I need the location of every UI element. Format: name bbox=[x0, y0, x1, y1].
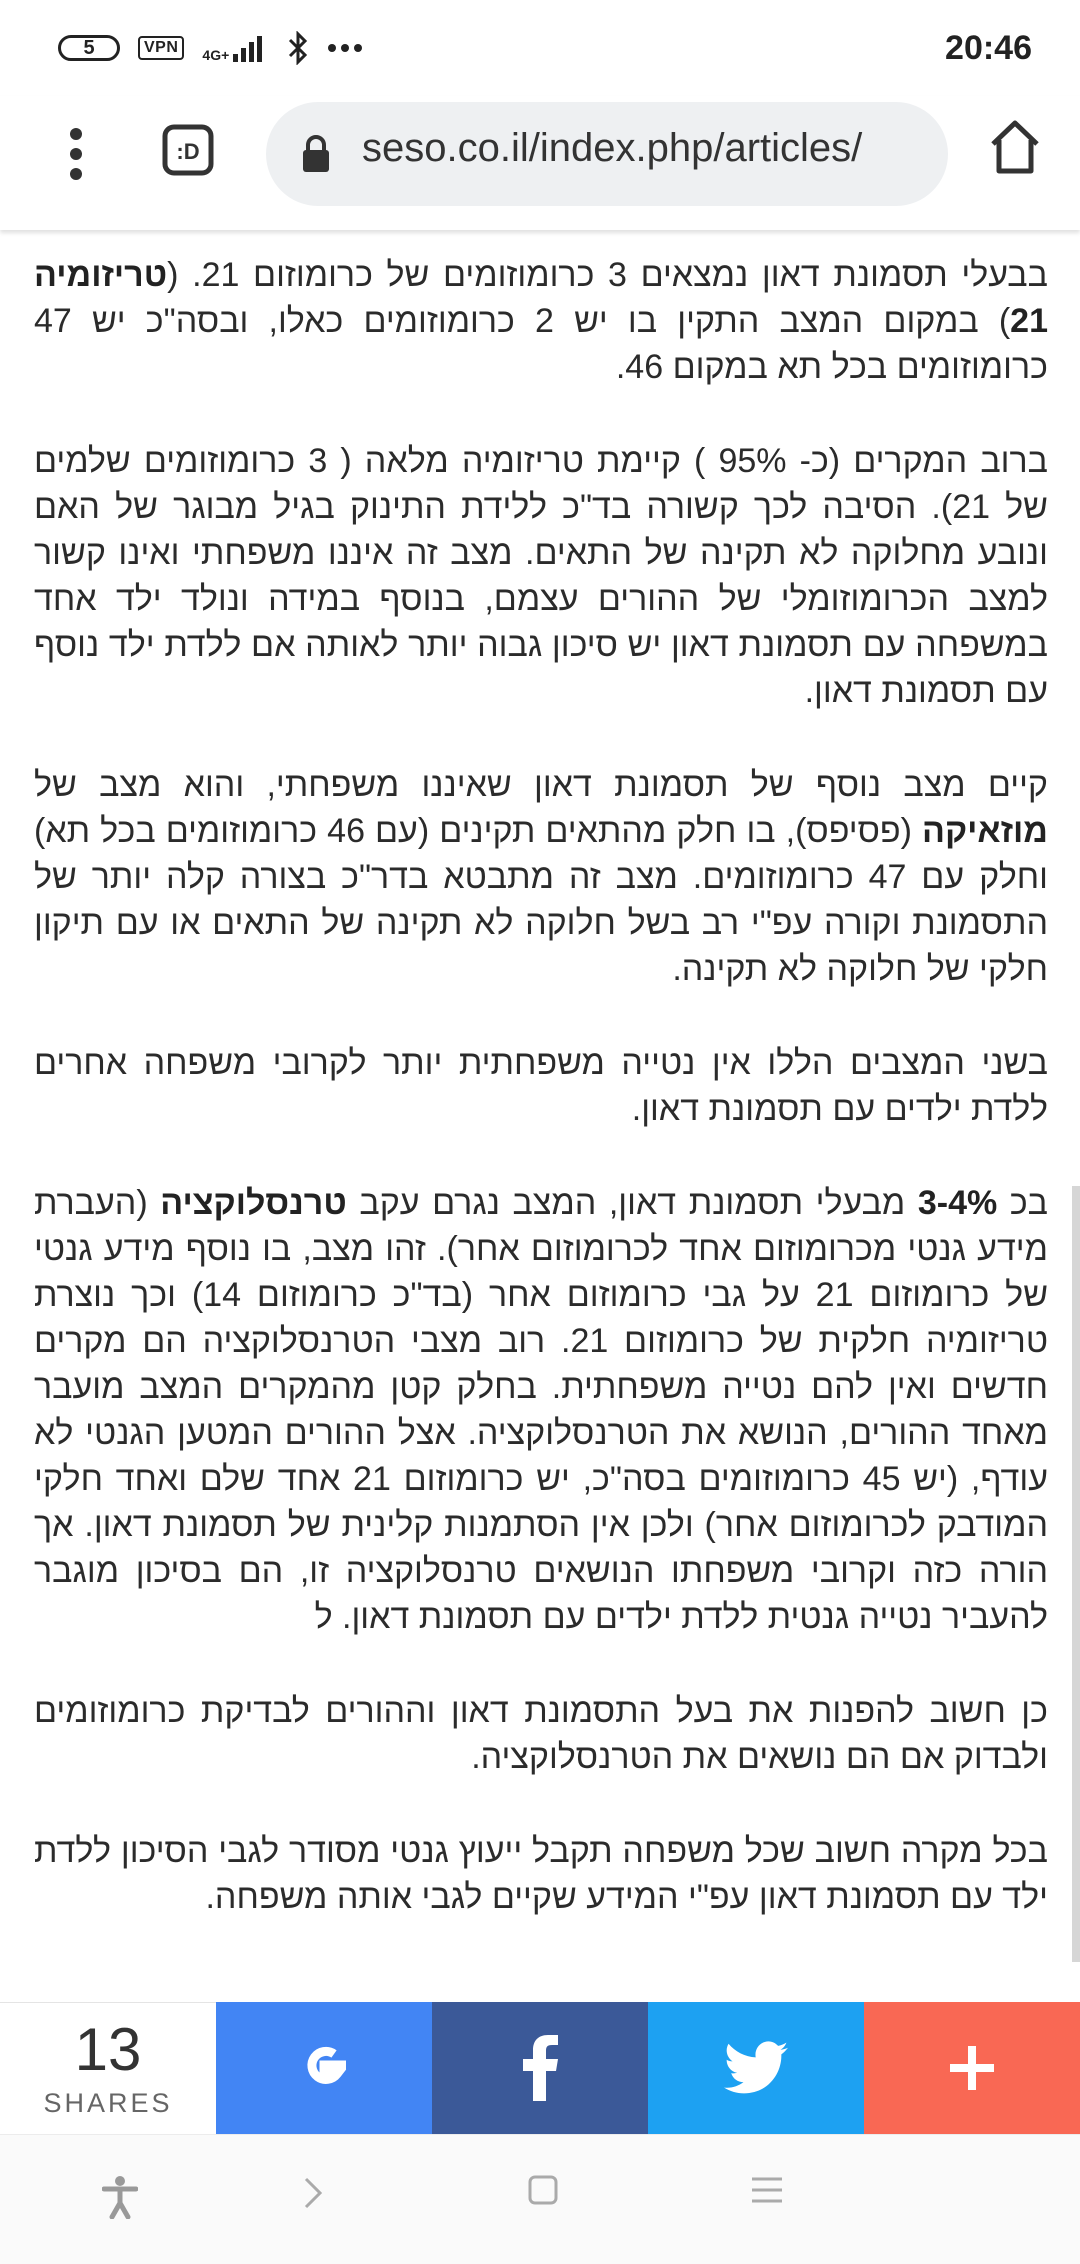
article-paragraph: בכ 3-4% מבעלי תסמונת דאון, המצב נגרם עקב טרנסלוקציה (העברת מידע גנטי מכרומוזום אחד לכרומוזום אחר). זהו מצב, בו נוסף מידע גנטי של כרומוזום 21 על גבי כרומוזום אחר (בד"כ כרומוזום 14) וכך נוצרת טריזומיה חלקית של כרומוזום 21. רוב מצבי הטרנסלוקציה הם מקרים חדשים ואין להם נטייה משפחתית. בחלק קטן מהמקרים המצב מועבר מאחד ההורים, הנושא את הטרנסלוקציה. אצל ההורים המטען הגנטי לא עודף, (יש 45 כרומוזומים בסה"כ, יש כרומוזום 21 אחד שלם ואחד חלקי המודבק לכרומוזום אחר) ולכן אין הסתמנות קלינית של תסמונת דאון. אך הורה כזה וקרובי משפחתו הנושאים טרנסלוקציה זו, הם בסיכון מוגבר להעביר נטייה גנטית ללדת ילדים עם תסמונת דאון. ל bbox=[34, 1184, 1049, 1636]
status-icons bbox=[58, 31, 363, 65]
more-dots-icon bbox=[327, 43, 363, 53]
home-square-icon[interactable] bbox=[528, 2175, 558, 2205]
share-count: 13 bbox=[74, 2016, 142, 2083]
plus-icon bbox=[948, 2044, 996, 2092]
share-bar bbox=[0, 2002, 1080, 2134]
clock: 20:46 bbox=[945, 28, 1032, 67]
article-paragraph: בכל מקרה חשוב שכל משפחה תקבל ייעוץ גנטי מסודר לגבי הסיכון ללדת ילד עם תסמונת דאון עפ"י המידע שקיים לגבי אותה משפחה. bbox=[34, 1832, 1048, 1916]
facebook-icon bbox=[520, 2035, 560, 2101]
battery-level: 5 bbox=[83, 36, 95, 59]
accessibility-icon[interactable] bbox=[102, 2175, 138, 2219]
scrollbar[interactable] bbox=[1072, 1186, 1080, 1962]
lock-icon bbox=[300, 134, 332, 174]
article-content bbox=[0, 230, 1080, 2000]
address-bar[interactable] bbox=[266, 102, 948, 206]
network-type-label: 4G+ bbox=[202, 47, 230, 63]
google-share-button[interactable] bbox=[216, 2002, 432, 2134]
vpn-icon: VPN bbox=[138, 36, 184, 60]
bluetooth-icon bbox=[287, 31, 309, 65]
twitter-icon bbox=[724, 2041, 788, 2095]
battery-icon bbox=[58, 35, 120, 61]
svg-text::D: :D bbox=[176, 139, 200, 164]
article-paragraph: כן חשוב להפנות את בעל התסמונת דאון וההורים לבדיקת כרומוזומים ולבדוק אם הם נושאים את הטרנסלוקציה. bbox=[34, 1692, 1048, 1776]
url-text[interactable]: seso.co.il/index.php/articles/ bbox=[362, 126, 863, 170]
facebook-share-button[interactable] bbox=[432, 2002, 648, 2134]
share-counter bbox=[0, 2002, 216, 2134]
article-paragraph: בבעלי תסמונת דאון נמצאים 3 כרומוזומים של כרומוזום 21. (טריזומיה 21) במקום המצב התקין בו יש 2 כרומוזומים כאלו, ובסה"כ יש 47 כרומוזומים בכל תא במקום 46. bbox=[34, 256, 1048, 386]
twitter-share-button[interactable] bbox=[648, 2002, 864, 2134]
home-icon[interactable] bbox=[988, 118, 1042, 176]
system-nav-bar bbox=[0, 2134, 1080, 2264]
signal-icon bbox=[202, 34, 269, 62]
article-paragraph: בשני המצבים הללו אין נטייה משפחתית יותר לקרובי משפחה אחרים ללדת ילדים עם תסמונת דאון. bbox=[34, 1044, 1048, 1128]
browser-toolbar bbox=[0, 96, 1080, 230]
percentage-term: 3-4% bbox=[917, 1184, 998, 1222]
translocation-term: טרנסלוקציה bbox=[160, 1184, 347, 1222]
mosaic-term: מוזאיקה bbox=[921, 812, 1048, 850]
recents-menu-icon[interactable] bbox=[750, 2175, 784, 2205]
share-label: SHARES bbox=[43, 2088, 173, 2118]
back-icon[interactable] bbox=[302, 2175, 324, 2211]
article-paragraph: ברוב המקרים (כ- 95% ) קיימת טריזומיה מלאה ( 3 כרומוזומים שלמים של 21). הסיבה לכך קשורה בד"כ ללידת התינוק בגיל מבוגר של האם ונובע מחלוקה לא תקינה של התאים. מצב זה איננו משפחתי ואינו קשור למצב הכרומוזומלי של ההורים עצמם, בנוסף במידה ונולד ילד אחד במשפחה עם תסמונת דאון יש סיכון גבוה יותר לאותה אם ללדת ילד נוסף עם תסמונת דאון. bbox=[34, 442, 1048, 710]
article-paragraph: קיים מצב נוסף של תסמונת דאון שאיננו משפחתי, והוא מצב של מוזאיקה (פסיפס), בו חלק מהתאים תקינים (עם 46 כרומוזומים בכל תא) וחלק עם 47 כרומוזומים. מצב זה מתבטא בדר"כ בצורה קלה יותר של התסמונת וקורה עפ"י רב בשל חלוקה לא תקינה של התאים או עם תיקון חלקי של חלוקה לא תקינה. bbox=[34, 766, 1049, 988]
more-share-button[interactable] bbox=[864, 2002, 1080, 2134]
trisomy-term: טריזומיה 21 bbox=[34, 256, 1048, 340]
google-icon bbox=[291, 2035, 357, 2101]
status-bar bbox=[0, 0, 1080, 96]
tab-switcher-icon[interactable] bbox=[162, 124, 214, 176]
menu-dots-icon[interactable] bbox=[66, 126, 86, 182]
